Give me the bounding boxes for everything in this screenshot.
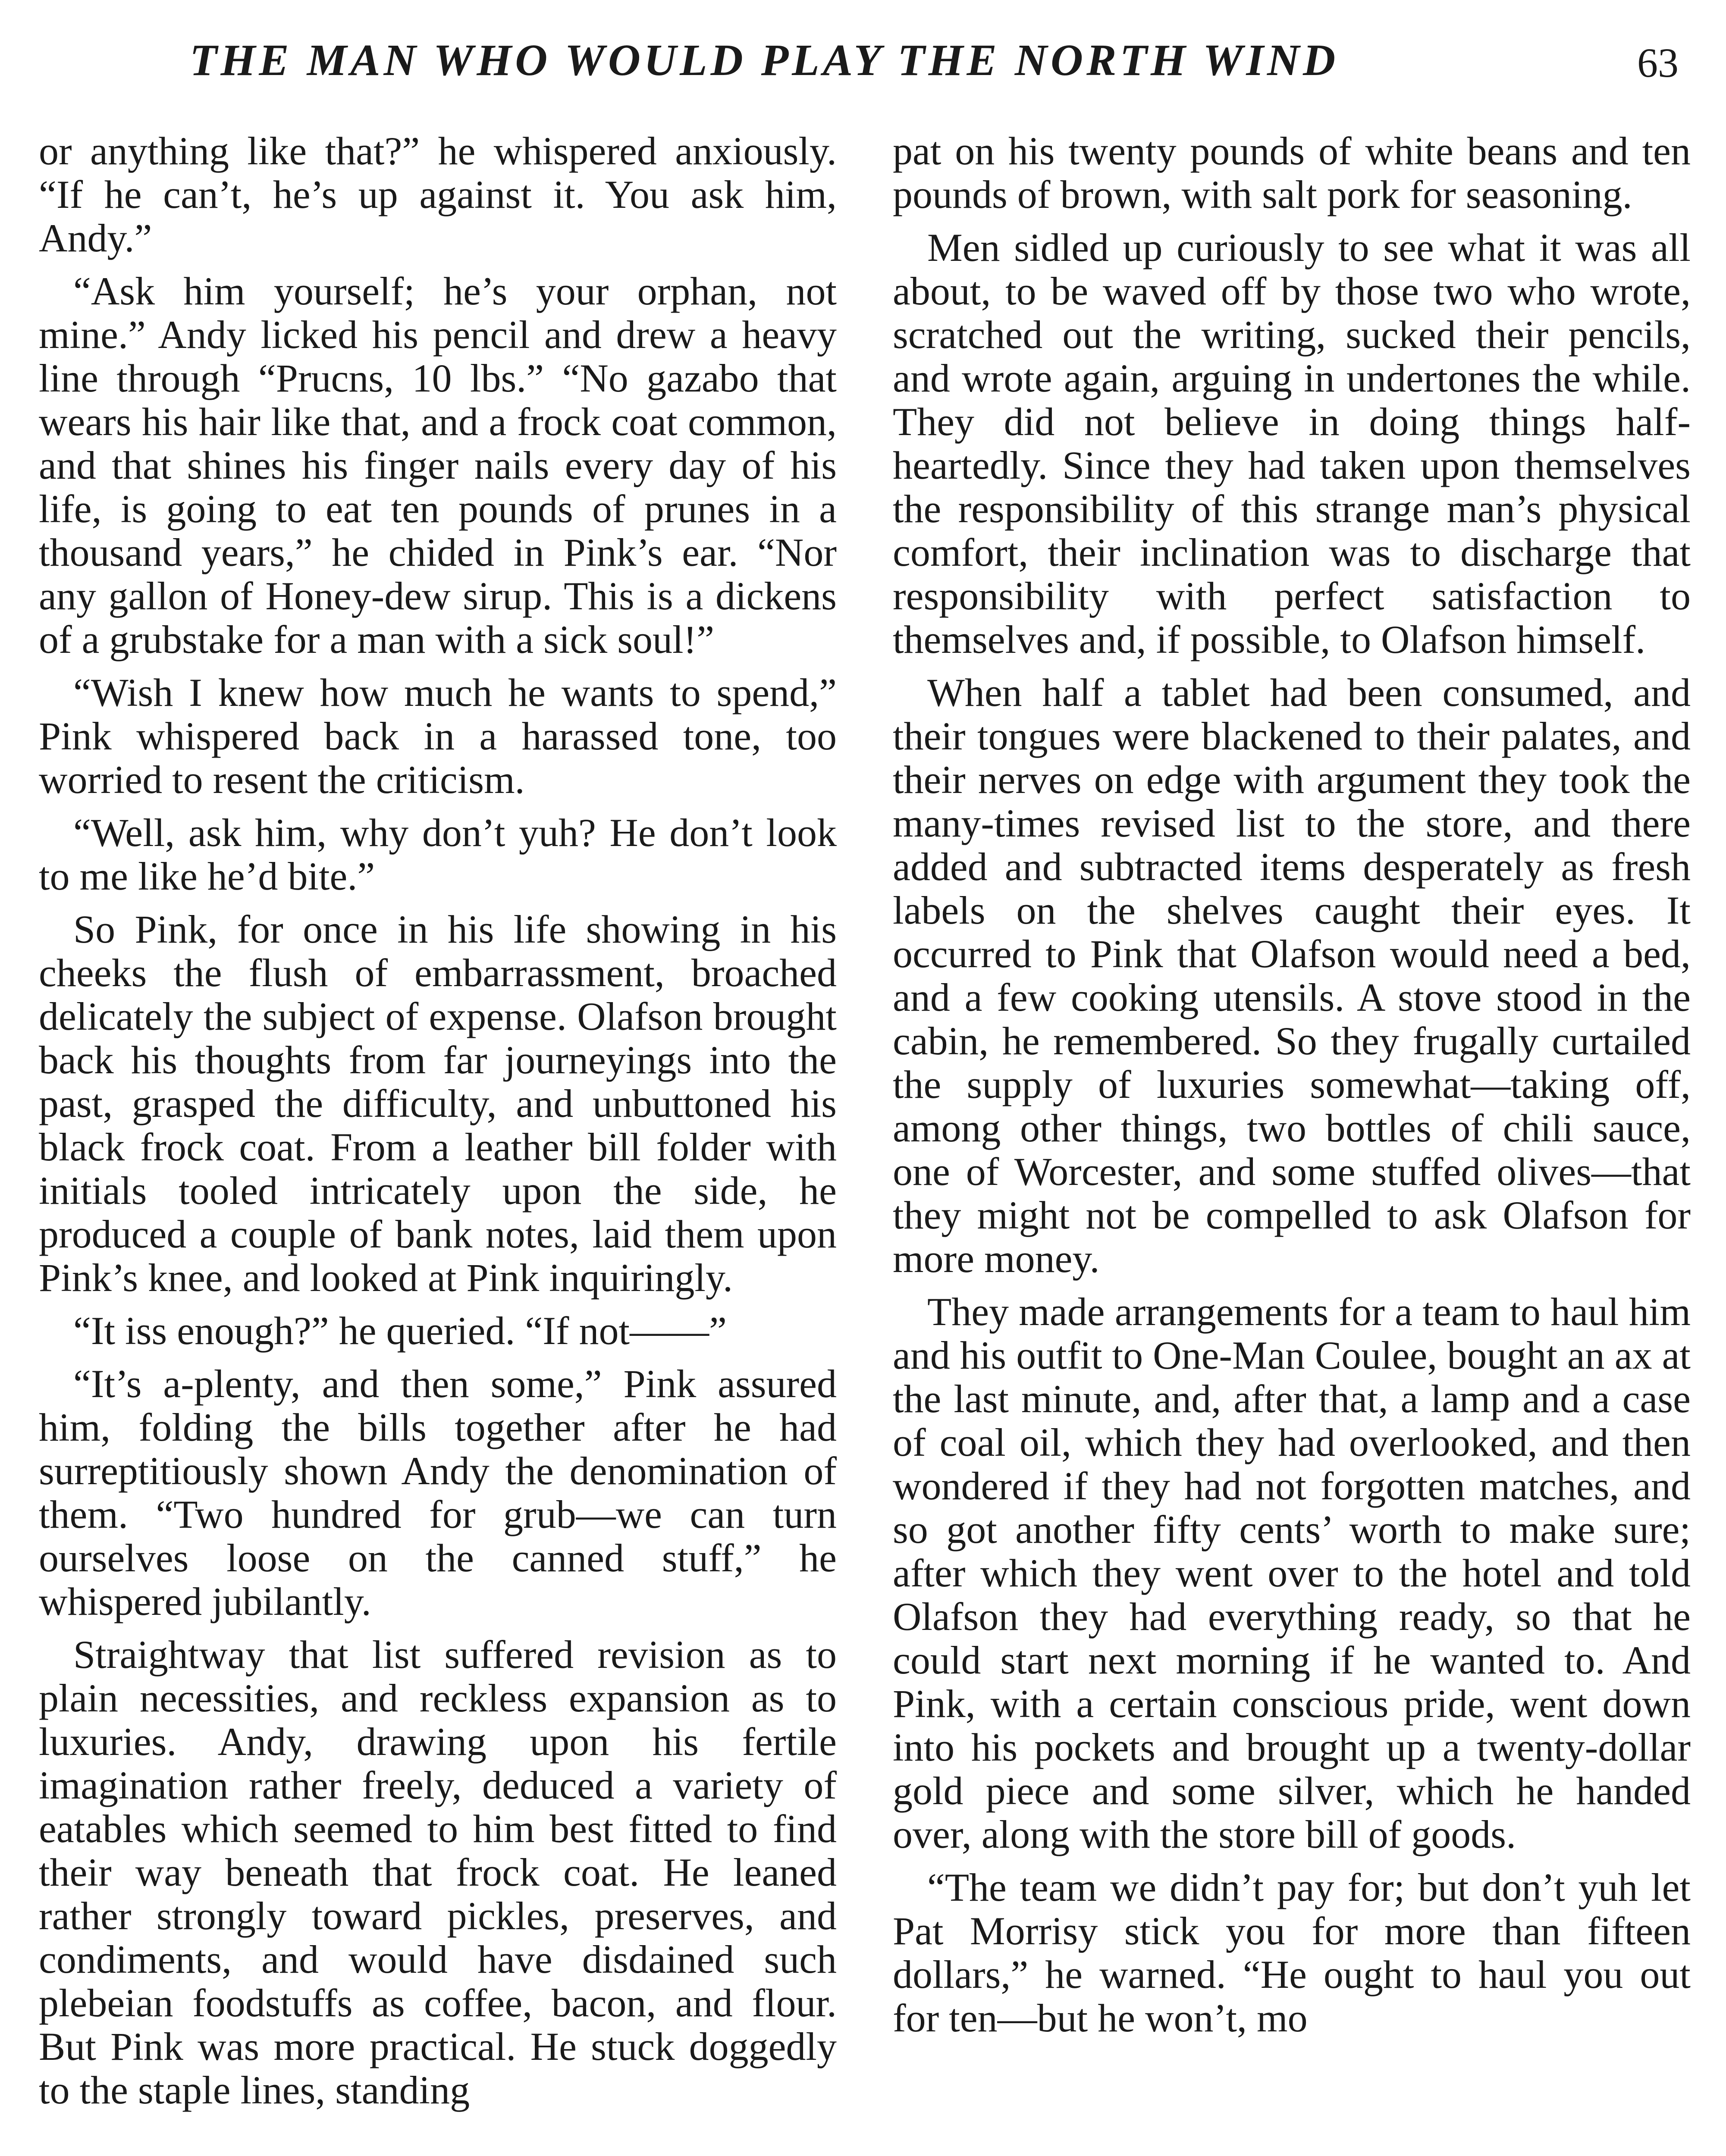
paragraph: When half a tablet had been consumed, and their tongues were blackened to their palates, and their nerves on edge with argument they took the many-times revised list to the store, and there added and subtracted items desperately as fresh labels on the shelves caught their eyes. It occurred to Pink that Olafson would need a bed, and a few cooking utensils. A stove stood in the cabin, he remembered. So they frugally curtailed the supply of luxuries somewhat—taking off, among other things, two bottles of chili sauce, one of Worcester, and some stuffed olives—that they might not be compelled to ask Olafson for more money. <box>893 671 1691 1281</box>
paragraph: “It iss enough?” he queried. “If not——” <box>73 1309 727 1353</box>
paragraph: “Well, ask him, why don’t yuh? He don’t look to me like he’d bite.” <box>39 811 837 898</box>
running-title: THE MAN WHO WOULD PLAY THE NORTH WIND <box>190 35 1339 85</box>
paragraph: “Wish I knew how much he wants to spend,” Pink whispered back in a harassed tone, too worried to resent the criticism. <box>39 671 837 802</box>
left-column <box>39 129 837 2122</box>
page-header <box>47 30 1679 103</box>
paragraph: “The team we didn’t pay for; but don’t yuh let Pat Morrisy stick you for more than fifteen dollars,” he warned. “He ought to haul you out for ten—but he won’t, mo <box>893 1865 1691 2040</box>
paragraph: pat on his twenty pounds of white beans and ten pounds of brown, with salt pork for seasoning. <box>893 129 1691 216</box>
paragraph: “Ask him yourself; he’s your orphan, not mine.” Andy licked his pencil and drew a heavy line through “Prucns, 10 lbs.” “No gazabo that wears his hair like that, and a frock coat common, and that shines his finger nails every day of his life, is going to eat ten pounds of prunes in a thousand years,” he chided in Pink’s ear. “Nor any gallon of Honey-dew sirup. This is a dickens of a grubstake for a man with a sick soul!” <box>39 269 837 661</box>
paragraph: They made arrangements for a team to haul him and his outfit to One-Man Coulee, bought an ax at the last minute, and, after that, a lamp and a case of coal oil, which they had overlooked, and then wondered if they had not forgotten matches, and so got another fifty cents’ worth to make sure; after which they went over to the hotel and told Olafson they had everything ready, so that he could start next morning if he wanted to. And Pink, with a certain conscious pride, went down into his pockets and brought up a twenty-dollar gold piece and some silver, which he handed over, along with the store bill of goods. <box>893 1290 1691 1856</box>
right-column <box>893 129 1691 2049</box>
paragraph: or anything like that?” he whispered anxiously. “If he can’t, he’s up against it. You ask him, Andy.” <box>39 129 837 260</box>
paragraph: So Pink, for once in his life showing in his cheeks the flush of embarrassment, broached delicately the subject of expense. Olafson brought back his thoughts from far journeyings into the past, grasped the difficulty, and unbuttoned his black frock coat. From a leather bill folder with initials tooled intricately upon the side, he produced a couple of bank notes, laid them upon Pink’s knee, and looked at Pink inquiringly. <box>39 907 837 1300</box>
paragraph: Men sidled up curiously to see what it was all about, to be waved off by those two who wrote, scratched out the writing, sucked their pencils, and wrote again, arguing in undertones the while. They did not believe in doing things half-heartedly. Since they had taken upon themselves the responsibility of this strange man’s physical comfort, their inclination was to discharge that responsibility with perfect satisfaction to themselves and, if possible, to Olafson himself. <box>893 226 1691 661</box>
paragraph: Straightway that list suffered revision as to plain necessities, and reckless expansion as to luxuries. Andy, drawing upon his fertile imagination rather freely, deduced a variety of eatables which seemed to him best fitted to find their way beneath that frock coat. He leaned rather strongly toward pickles, preserves, and condiments, and would have disdained such plebeian foodstuffs as coffee, bacon, and flour. But Pink was more practical. He stuck doggedly to the staple lines, standing <box>39 1633 837 2112</box>
page-number: 63 <box>1637 40 1679 86</box>
paragraph: “It’s a-plenty, and then some,” Pink assured him, folding the bills together after he had surreptitiously shown Andy the denomination of them. “Two hundred for grub—we can turn ourselves loose on the canned stuff,” he whispered jubilantly. <box>39 1362 837 1623</box>
